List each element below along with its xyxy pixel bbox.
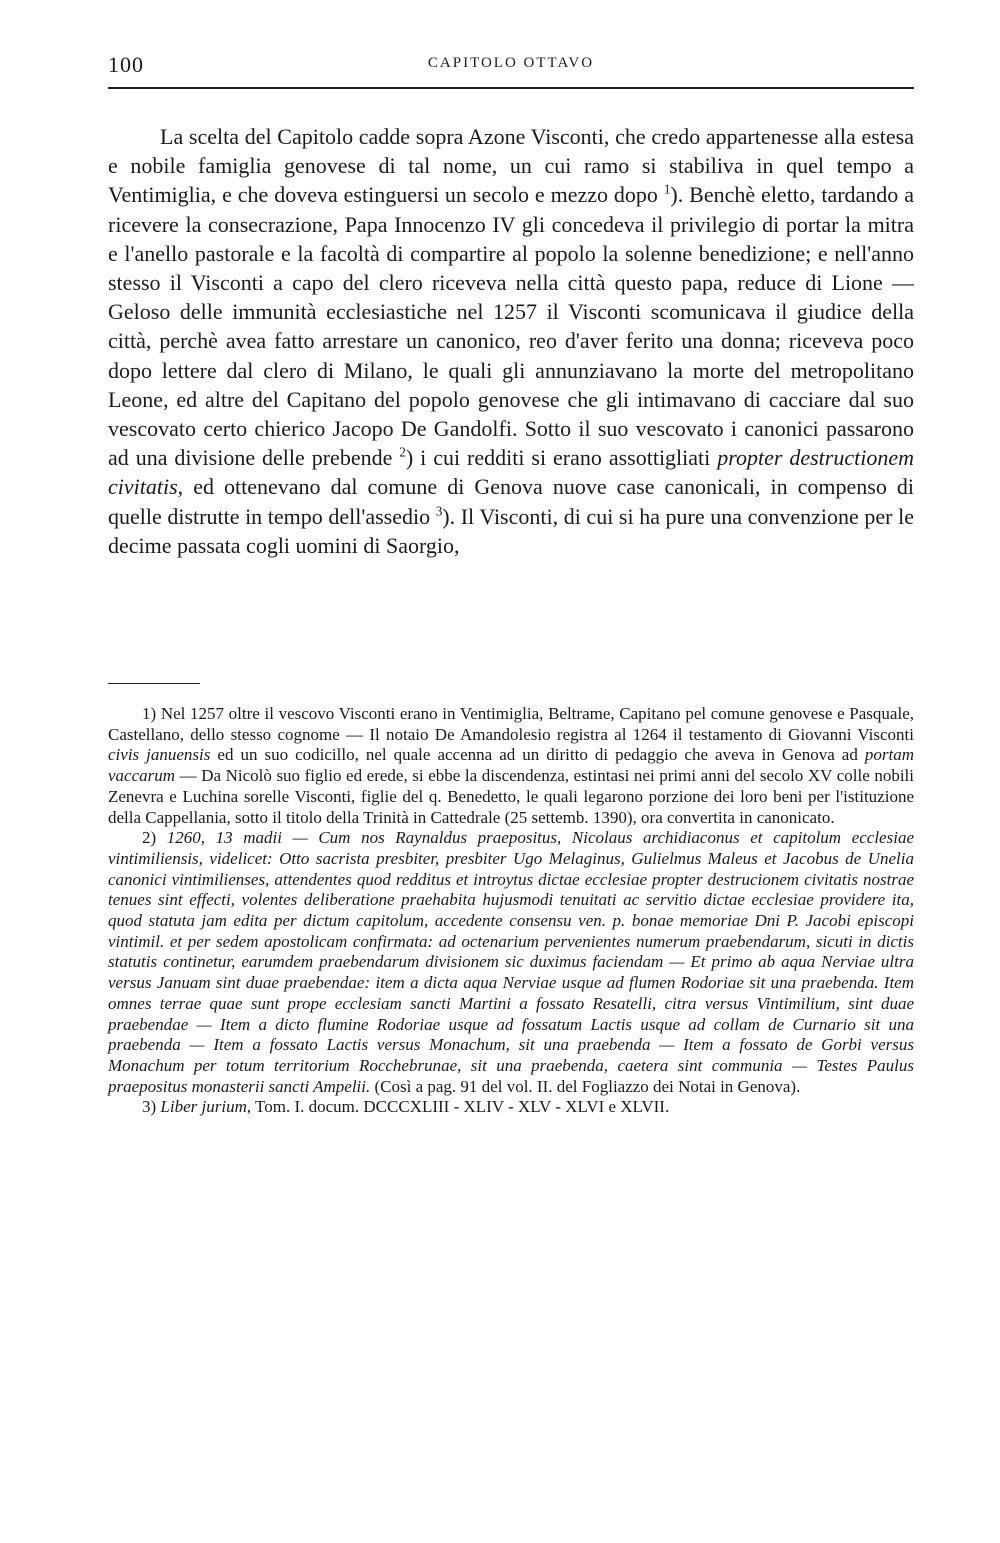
header-rule [108,87,914,89]
footnote-3 [108,1097,914,1118]
footnote-text: — Da Nicolò suo figlio ed erede, si ebbe la discendenza, estintasi nei primi anni del secolo XV colle nobili Zenevra e Luchina sorelle Visconti, figlie del q. Benedetto, le quali legarono porzione dei loro beni per l'istituzione della Cappellania, sotto il titolo della Trinità in Cattedrale (25 settemb. 1390), ora convertita in canonicato. [108,766,914,827]
footnotes-rule [108,683,200,684]
page-number: 100 [108,52,144,77]
body-paragraph [108,122,914,560]
footnote-ref-3: 3 [435,503,443,519]
body-text-part: ). Benchè eletto, tardando a ricevere la consecrazione, Papa Innocenzo IV gli concedeva il privilegio di portar la mitra e l'anello pastorale e la facoltà di compartire al popolo la solenne benedizione; e nell'anno stesso il Visconti a capo del clero riceveva nella città questo papa, reduce di Lione — Geloso delle immunità ecclesiastiche nel 1257 il Visconti scomunicava il giudice della città, perchè avea fatto arrestare un canonico, reo d'aver ferito una donna; riceveva poco dopo lettere dal clero di Milano, le quali gli annunziavano la morte del metropolitano Leone, ed altre del Capitano del popolo genovese che gli intimavano di cacciare dal suo vescovato certo chierico Jacopo De Gandolfi. Sotto il suo vescovato i canonici passarono ad una divisione delle prebende [108,182,914,471]
footnotes [108,704,914,1118]
footnote-text: ed un suo codicillo, nel quale accenna ad un diritto di pedaggio che aveva in Genova ad [210,745,865,765]
body-text-part: , ed ottenevano dal comune di Genova nuove case canonicali, in compenso di quelle distrutte in tempo dell'assedio [108,474,914,529]
footnote-text: 3) [142,1097,161,1117]
footnote-text: 2) [142,828,167,848]
body-text-part: La scelta del Capitolo cadde sopra Azone Visconti, che credo appartenesse alla estesa e nobile famiglia genovese di tal nome, un cui ramo si stabiliva in quel tempo a Ventimiglia, e che doveva estinguersi un secolo e mezzo dopo [108,124,914,208]
footnote-italic: civis januensis [108,745,211,765]
body-text-part: ) i cui redditi si erano assottigliati [405,445,718,471]
footnote-text: (Così a pag. 91 del vol. II. del Fogliazzo dei Notai in Genova). [370,1076,801,1096]
footnote-italic: Liber jurium [160,1097,247,1117]
footnote-ref-1: 1 [663,182,671,198]
footnote-text: , Tom. I. docum. DCCCXLIII - XLIV - XLV - XLVI e XLVII. [246,1097,670,1117]
body-text-part: ). Il Visconti, di cui si ha pure una convenzione per le decime passata cogli uomini di Saorgio, [108,503,914,558]
page-header [108,52,914,82]
footnote-2 [108,828,914,1097]
footnote-ref-2: 2 [399,444,406,460]
footnote-1 [108,704,914,828]
running-title: CAPITOLO OTTAVO [427,55,595,71]
footnote-italic: portam vaccarum [108,745,914,786]
footnote-text: 1) Nel 1257 oltre il vescovo Visconti erano in Ventimiglia, Beltrame, Capitano pel comune genovese e Pasquale, Castellano, dello stesso cognome — Il notaio De Amandolesio registra al 1264 il testamento di Giovanni Visconti [108,704,914,744]
footnote-italic: 1260, 13 madii — Cum nos Raynaldus praepositus, Nicolaus archidiaconus et capitolum ecclesiae vintimiliensis, videlicet: Otto sacrista presbiter, presbiter Ugo Melaginus, Gulielmus Maleus et Jacobus de Unelia canonici vintimilienses, attendentes quod redditus et introytus dictae ecclesiae propter destrucionem civitatis nostrae tenues sint effecti, volentes deliberatione praehabita hujusmodi tenuitati ac servitio dictae ecclesiae providere ita, quod statuta jam edita per dictum capitolum, accedente consensu ven. p. bonae memoriae Dni P. Jacobi episcopi vintimil. et per sedem apostolicam confirmata: ad octenarium pervenientes numerum praebendarum, sicuti in dictis statutis continetur, earumdem praebendarum divisionem sic duximus faciendam — Et primo ab aqua Nerviae ultra versus Januam sint duae praebendae: item a dicta aqua Nerviae usque ad flumen Rodoriae sit una praebenda. Item omnes terrae quae sunt prope ecclesiam sancti Martini a fossato Resatelli, citra versus Vintimilium, sint duae praebendae — Item a dicto flumine Rodoriae usque ad fossatum Lactis usque ad collam de Curnario sit una praebenda — Item a fossato Lactis versus Monachum, sit una praebenda — Item a fossato de Gorbi versus Monachum per totum territorium Rocchebrunae, sit una praebenda, caetera sint communia — Testes Paulus praepositus monasterii sancti Ampelii. [108,828,914,1096]
body-italic-phrase: propter destructionem civitatis [108,445,914,500]
